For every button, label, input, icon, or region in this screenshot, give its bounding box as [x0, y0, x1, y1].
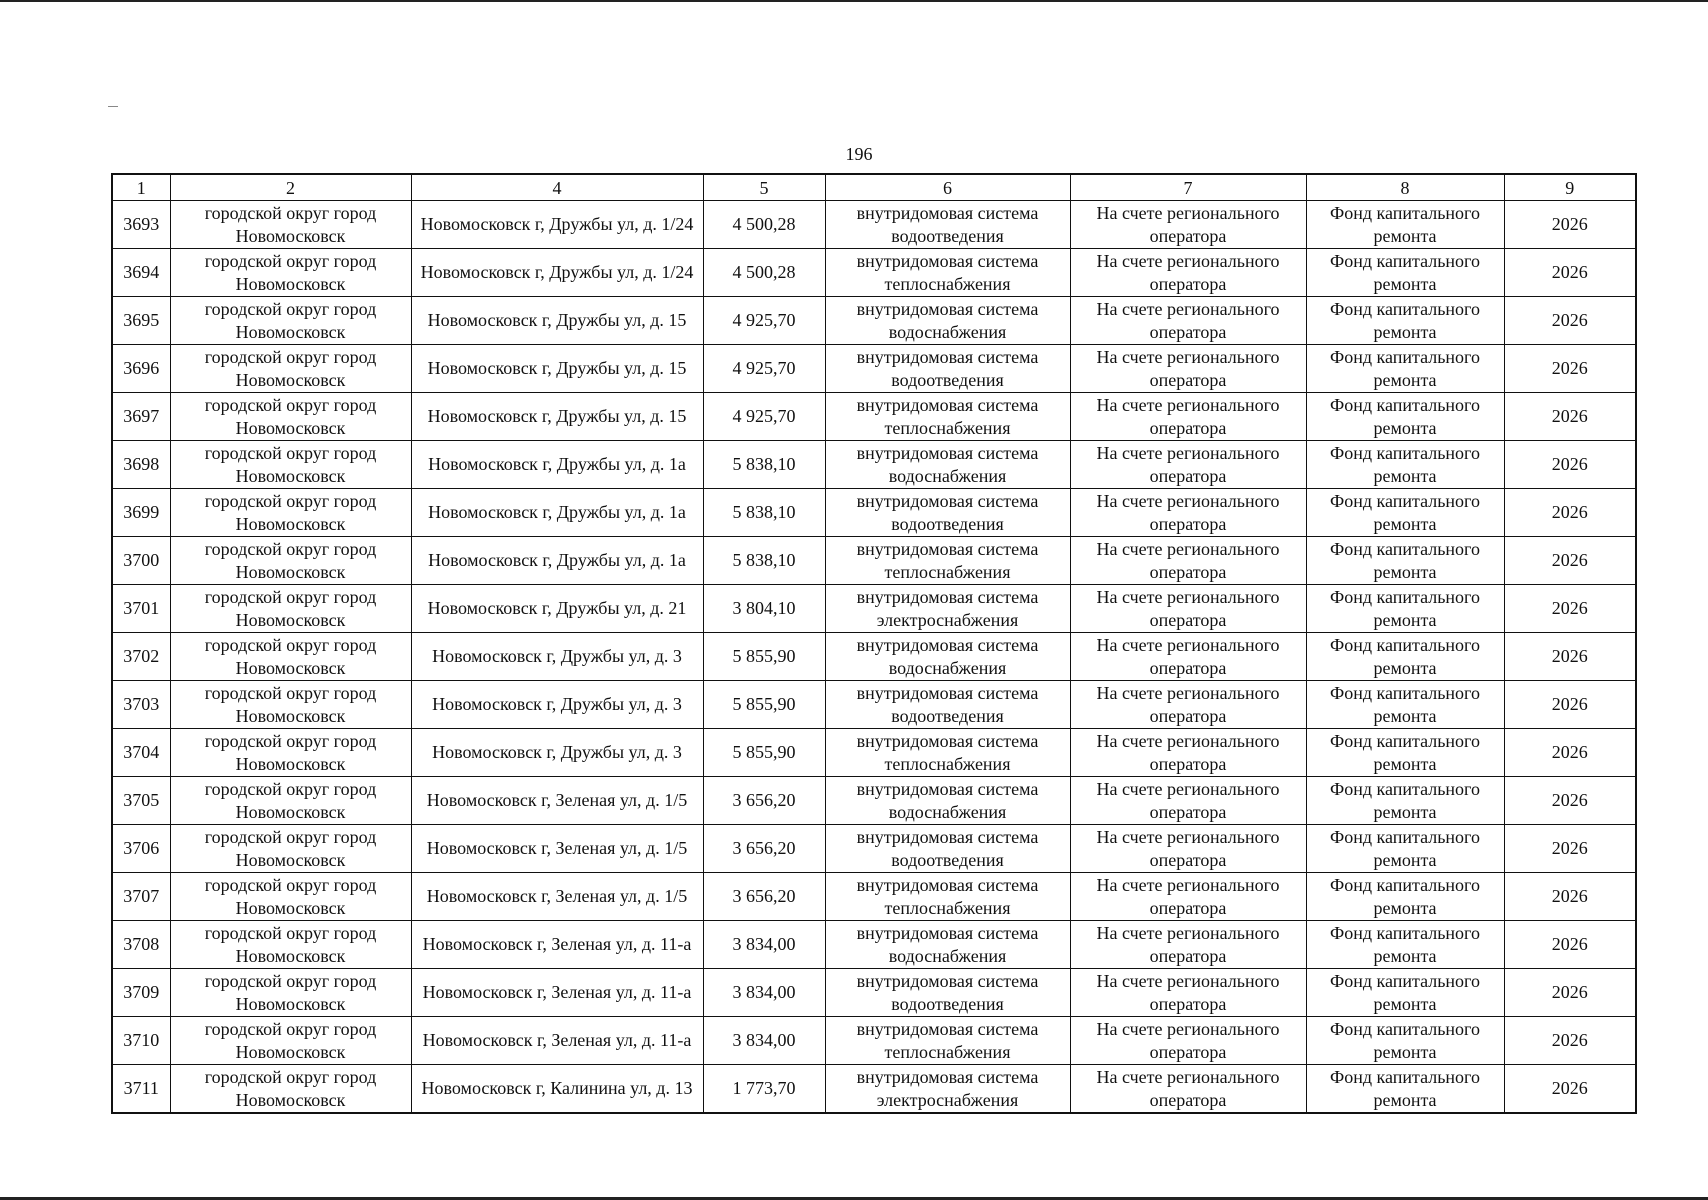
cell-row-number: 3710 — [112, 1017, 170, 1065]
cell-row-number: 3693 — [112, 201, 170, 249]
cell-row-number: 3701 — [112, 585, 170, 633]
cell-fund: Фонд капитального ремонта — [1306, 489, 1504, 537]
cell-district: городской округ город Новомосковск — [170, 729, 411, 777]
cell-system: внутридомовая система электроснабжения — [825, 585, 1070, 633]
cell-address: Новомосковск г, Дружбы ул, д. 15 — [411, 393, 703, 441]
cell-row-number: 3698 — [112, 441, 170, 489]
cell-area: 3 656,20 — [703, 825, 825, 873]
cell-row-number: 3696 — [112, 345, 170, 393]
cell-area: 5 855,90 — [703, 729, 825, 777]
table-row — [112, 825, 1636, 873]
table-row — [112, 681, 1636, 729]
cell-row-number: 3711 — [112, 1065, 170, 1114]
cell-area: 5 855,90 — [703, 633, 825, 681]
cell-row-number: 3694 — [112, 249, 170, 297]
cell-system: внутридомовая система теплоснабжения — [825, 249, 1070, 297]
cell-account: На счете регионального оператора — [1070, 1017, 1306, 1065]
cell-account: На счете регионального оператора — [1070, 297, 1306, 345]
cell-account: На счете регионального оператора — [1070, 537, 1306, 585]
cell-row-number: 3709 — [112, 969, 170, 1017]
column-header-1: 1 — [112, 174, 170, 201]
capital-repair-table — [111, 173, 1637, 1114]
cell-district: городской округ город Новомосковск — [170, 585, 411, 633]
table-row — [112, 345, 1636, 393]
page-number: 196 — [845, 144, 873, 164]
cell-area: 5 838,10 — [703, 537, 825, 585]
cell-account: На счете регионального оператора — [1070, 393, 1306, 441]
cell-year: 2026 — [1504, 585, 1636, 633]
table-row — [112, 201, 1636, 249]
table-row — [112, 297, 1636, 345]
cell-year: 2026 — [1504, 249, 1636, 297]
column-header-7: 7 — [1070, 174, 1306, 201]
table-row — [112, 729, 1636, 777]
cell-account: На счете регионального оператора — [1070, 921, 1306, 969]
cell-address: Новомосковск г, Дружбы ул, д. 1/24 — [411, 201, 703, 249]
table-row — [112, 585, 1636, 633]
cell-system: внутридомовая система водоотведения — [825, 681, 1070, 729]
cell-address: Новомосковск г, Дружбы ул, д. 3 — [411, 633, 703, 681]
cell-address: Новомосковск г, Зеленая ул, д. 11-а — [411, 1017, 703, 1065]
table-row — [112, 249, 1636, 297]
cell-system: внутридомовая система водоснабжения — [825, 777, 1070, 825]
cell-fund: Фонд капитального ремонта — [1306, 393, 1504, 441]
cell-area: 4 925,70 — [703, 297, 825, 345]
cell-area: 5 838,10 — [703, 489, 825, 537]
scan-speck — [108, 106, 118, 107]
cell-account: На счете регионального оператора — [1070, 681, 1306, 729]
cell-row-number: 3699 — [112, 489, 170, 537]
cell-address: Новомосковск г, Дружбы ул, д. 1а — [411, 441, 703, 489]
column-header-2: 2 — [170, 174, 411, 201]
cell-account: На счете регионального оператора — [1070, 585, 1306, 633]
scan-top-edge — [0, 0, 1708, 2]
cell-year: 2026 — [1504, 537, 1636, 585]
column-header-9: 9 — [1504, 174, 1636, 201]
cell-area: 1 773,70 — [703, 1065, 825, 1114]
table-row — [112, 537, 1636, 585]
cell-fund: Фонд капитального ремонта — [1306, 921, 1504, 969]
cell-district: городской округ город Новомосковск — [170, 633, 411, 681]
cell-district: городской округ город Новомосковск — [170, 201, 411, 249]
cell-address: Новомосковск г, Дружбы ул, д. 1а — [411, 537, 703, 585]
column-header-8: 8 — [1306, 174, 1504, 201]
cell-system: внутридомовая система водоотведения — [825, 489, 1070, 537]
cell-year: 2026 — [1504, 1065, 1636, 1114]
cell-row-number: 3702 — [112, 633, 170, 681]
cell-row-number: 3705 — [112, 777, 170, 825]
cell-year: 2026 — [1504, 777, 1636, 825]
cell-fund: Фонд капитального ремонта — [1306, 825, 1504, 873]
cell-system: внутридомовая система теплоснабжения — [825, 1017, 1070, 1065]
cell-row-number: 3697 — [112, 393, 170, 441]
cell-system: внутридомовая система теплоснабжения — [825, 873, 1070, 921]
cell-fund: Фонд капитального ремонта — [1306, 441, 1504, 489]
column-header-5: 5 — [703, 174, 825, 201]
table-row — [112, 873, 1636, 921]
cell-address: Новомосковск г, Дружбы ул, д. 3 — [411, 681, 703, 729]
cell-area: 3 656,20 — [703, 873, 825, 921]
table-row — [112, 1017, 1636, 1065]
cell-row-number: 3708 — [112, 921, 170, 969]
cell-fund: Фонд капитального ремонта — [1306, 345, 1504, 393]
cell-address: Новомосковск г, Дружбы ул, д. 15 — [411, 345, 703, 393]
cell-district: городской округ город Новомосковск — [170, 297, 411, 345]
cell-area: 3 804,10 — [703, 585, 825, 633]
cell-system: внутридомовая система водоотведения — [825, 345, 1070, 393]
header-row — [112, 174, 1636, 201]
cell-account: На счете регионального оператора — [1070, 777, 1306, 825]
cell-account: На счете регионального оператора — [1070, 633, 1306, 681]
cell-row-number: 3706 — [112, 825, 170, 873]
cell-address: Новомосковск г, Дружбы ул, д. 21 — [411, 585, 703, 633]
cell-fund: Фонд капитального ремонта — [1306, 1065, 1504, 1114]
cell-address: Новомосковск г, Дружбы ул, д. 3 — [411, 729, 703, 777]
cell-year: 2026 — [1504, 969, 1636, 1017]
cell-fund: Фонд капитального ремонта — [1306, 633, 1504, 681]
cell-address: Новомосковск г, Зеленая ул, д. 1/5 — [411, 825, 703, 873]
table-row — [112, 633, 1636, 681]
cell-account: На счете регионального оператора — [1070, 825, 1306, 873]
cell-account: На счете регионального оператора — [1070, 1065, 1306, 1114]
table-body — [112, 201, 1636, 1114]
cell-area: 3 834,00 — [703, 921, 825, 969]
cell-year: 2026 — [1504, 921, 1636, 969]
cell-fund: Фонд капитального ремонта — [1306, 297, 1504, 345]
cell-year: 2026 — [1504, 681, 1636, 729]
cell-area: 5 838,10 — [703, 441, 825, 489]
cell-year: 2026 — [1504, 729, 1636, 777]
cell-year: 2026 — [1504, 345, 1636, 393]
cell-system: внутридомовая система водоснабжения — [825, 921, 1070, 969]
cell-system: внутридомовая система водоотведения — [825, 825, 1070, 873]
cell-system: внутридомовая система водоснабжения — [825, 633, 1070, 681]
table-row — [112, 441, 1636, 489]
cell-fund: Фонд капитального ремонта — [1306, 777, 1504, 825]
cell-fund: Фонд капитального ремонта — [1306, 585, 1504, 633]
cell-fund: Фонд капитального ремонта — [1306, 873, 1504, 921]
cell-system: внутридомовая система теплоснабжения — [825, 729, 1070, 777]
cell-fund: Фонд капитального ремонта — [1306, 249, 1504, 297]
cell-year: 2026 — [1504, 489, 1636, 537]
cell-district: городской округ город Новомосковск — [170, 345, 411, 393]
cell-district: городской округ город Новомосковск — [170, 537, 411, 585]
cell-address: Новомосковск г, Калинина ул, д. 13 — [411, 1065, 703, 1114]
cell-area: 3 834,00 — [703, 969, 825, 1017]
cell-system: внутридомовая система водоотведения — [825, 201, 1070, 249]
cell-account: На счете регионального оператора — [1070, 489, 1306, 537]
cell-system: внутридомовая система водоснабжения — [825, 441, 1070, 489]
cell-system: внутридомовая система электроснабжения — [825, 1065, 1070, 1114]
cell-fund: Фонд капитального ремонта — [1306, 537, 1504, 585]
cell-row-number: 3703 — [112, 681, 170, 729]
cell-area: 3 656,20 — [703, 777, 825, 825]
cell-area: 4 500,28 — [703, 201, 825, 249]
cell-address: Новомосковск г, Зеленая ул, д. 1/5 — [411, 777, 703, 825]
cell-row-number: 3707 — [112, 873, 170, 921]
table-header — [112, 174, 1636, 201]
cell-district: городской округ город Новомосковск — [170, 393, 411, 441]
table-row — [112, 393, 1636, 441]
cell-address: Новомосковск г, Дружбы ул, д. 15 — [411, 297, 703, 345]
cell-system: внутридомовая система водоснабжения — [825, 297, 1070, 345]
cell-address: Новомосковск г, Зеленая ул, д. 11-а — [411, 969, 703, 1017]
column-header-4: 4 — [411, 174, 703, 201]
cell-address: Новомосковск г, Зеленая ул, д. 1/5 — [411, 873, 703, 921]
cell-system: внутридомовая система теплоснабжения — [825, 537, 1070, 585]
cell-year: 2026 — [1504, 633, 1636, 681]
cell-district: городской округ город Новомосковск — [170, 249, 411, 297]
cell-fund: Фонд капитального ремонта — [1306, 201, 1504, 249]
cell-district: городской округ город Новомосковск — [170, 825, 411, 873]
cell-area: 4 925,70 — [703, 393, 825, 441]
cell-system: внутридомовая система водоотведения — [825, 969, 1070, 1017]
cell-fund: Фонд капитального ремонта — [1306, 729, 1504, 777]
cell-year: 2026 — [1504, 1017, 1636, 1065]
cell-row-number: 3695 — [112, 297, 170, 345]
table-row — [112, 777, 1636, 825]
cell-year: 2026 — [1504, 441, 1636, 489]
cell-year: 2026 — [1504, 297, 1636, 345]
cell-year: 2026 — [1504, 873, 1636, 921]
cell-year: 2026 — [1504, 393, 1636, 441]
cell-account: На счете регионального оператора — [1070, 201, 1306, 249]
cell-account: На счете регионального оператора — [1070, 969, 1306, 1017]
cell-district: городской округ город Новомосковск — [170, 873, 411, 921]
cell-area: 4 500,28 — [703, 249, 825, 297]
cell-district: городской округ город Новомосковск — [170, 921, 411, 969]
table-row — [112, 1065, 1636, 1114]
cell-year: 2026 — [1504, 825, 1636, 873]
cell-address: Новомосковск г, Зеленая ул, д. 11-а — [411, 921, 703, 969]
cell-area: 4 925,70 — [703, 345, 825, 393]
cell-account: На счете регионального оператора — [1070, 873, 1306, 921]
cell-row-number: 3704 — [112, 729, 170, 777]
column-header-6: 6 — [825, 174, 1070, 201]
cell-district: городской округ город Новомосковск — [170, 681, 411, 729]
table-row — [112, 489, 1636, 537]
cell-district: городской округ город Новомосковск — [170, 1065, 411, 1114]
cell-area: 5 855,90 — [703, 681, 825, 729]
cell-fund: Фонд капитального ремонта — [1306, 681, 1504, 729]
cell-area: 3 834,00 — [703, 1017, 825, 1065]
cell-fund: Фонд капитального ремонта — [1306, 1017, 1504, 1065]
cell-fund: Фонд капитального ремонта — [1306, 969, 1504, 1017]
cell-district: городской округ город Новомосковск — [170, 441, 411, 489]
cell-district: городской округ город Новомосковск — [170, 777, 411, 825]
table-row — [112, 969, 1636, 1017]
cell-account: На счете регионального оператора — [1070, 249, 1306, 297]
cell-district: городской округ город Новомосковск — [170, 1017, 411, 1065]
cell-district: городской округ город Новомосковск — [170, 489, 411, 537]
cell-account: На счете регионального оператора — [1070, 441, 1306, 489]
cell-year: 2026 — [1504, 201, 1636, 249]
cell-district: городской округ город Новомосковск — [170, 969, 411, 1017]
cell-address: Новомосковск г, Дружбы ул, д. 1/24 — [411, 249, 703, 297]
cell-account: На счете регионального оператора — [1070, 729, 1306, 777]
cell-address: Новомосковск г, Дружбы ул, д. 1а — [411, 489, 703, 537]
cell-row-number: 3700 — [112, 537, 170, 585]
cell-account: На счете регионального оператора — [1070, 345, 1306, 393]
cell-system: внутридомовая система теплоснабжения — [825, 393, 1070, 441]
table-row — [112, 921, 1636, 969]
